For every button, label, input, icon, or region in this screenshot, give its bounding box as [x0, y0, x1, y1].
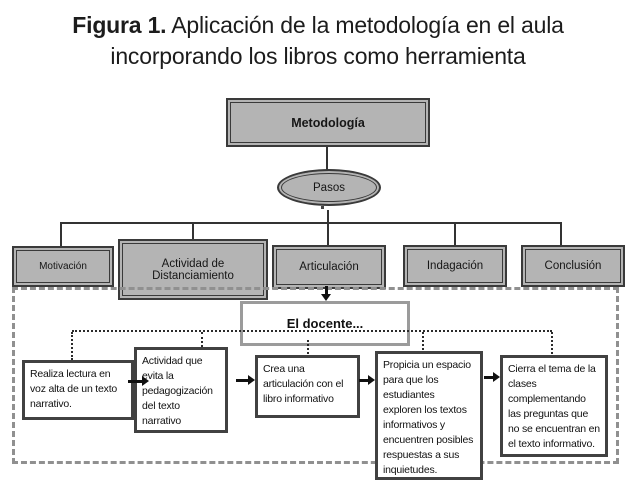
arrow-action1-to-action2 — [128, 380, 142, 383]
action-box-lectura: Realiza lectura en voz alta de un texto narrativo. — [22, 360, 134, 420]
stage-box-actividad-distanciamiento: Actividad de Distanciamiento — [118, 239, 268, 300]
dotted-drop-action-1 — [71, 332, 73, 360]
caption-title-part2: incorporando los libros como herramienta — [110, 43, 526, 69]
connector-rail — [61, 222, 562, 224]
connector-drop-actividad — [192, 222, 194, 239]
connector-drop-indagacion — [454, 222, 456, 245]
action-box-articulacion-libro: Crea una articulación con el libro informativo — [255, 355, 360, 418]
stage-box-conclusion: Conclusión — [521, 245, 625, 287]
connector-drop-conclusion — [560, 222, 562, 245]
dotted-drop-action-3 — [307, 340, 309, 354]
action-box-propicia-espacio: Propicia un espacio para que los estudiantes exploren los textos informativos y encuentren posibles respuestas a sus inquietudes. — [375, 351, 483, 480]
connector-dot — [321, 206, 324, 209]
figure-number-label: Figura 1. — [72, 12, 167, 38]
arrow-action3-to-action4 — [359, 379, 368, 382]
arrow-to-action3 — [236, 379, 248, 382]
dotted-rail — [72, 330, 552, 332]
caption-title-part1: Aplicación de la metodología en el aula — [171, 12, 564, 38]
action-box-cierra-tema: Cierra el tema de la clases complementando las preguntas que no se encuentran en el texto informativo. — [500, 355, 608, 457]
figure-caption — [0, 10, 636, 72]
node-metodologia: Metodología — [226, 98, 430, 147]
dotted-drop-action-5 — [551, 332, 553, 354]
node-pasos: Pasos — [277, 169, 381, 206]
arrow-articulacion-to-docente — [325, 286, 328, 295]
connector-steps-down — [327, 210, 329, 245]
stage-box-indagacion: Indagación — [403, 245, 507, 287]
caption-line-1 — [0, 10, 636, 41]
connector-drop-motivacion — [60, 222, 62, 246]
arrow-action4-to-action5 — [484, 376, 493, 379]
stage-box-articulacion: Articulación — [272, 245, 386, 289]
dotted-drop-action-4 — [422, 332, 424, 350]
stage-box-motivacion: Motivación — [12, 246, 114, 287]
connector-root-to-steps — [326, 143, 328, 170]
node-el-docente: El docente... — [240, 301, 410, 346]
dotted-drop-action-2 — [201, 332, 203, 347]
action-box-pedagogizacion: Actividad que evita la pedagogización del texto narrativo — [134, 347, 228, 433]
